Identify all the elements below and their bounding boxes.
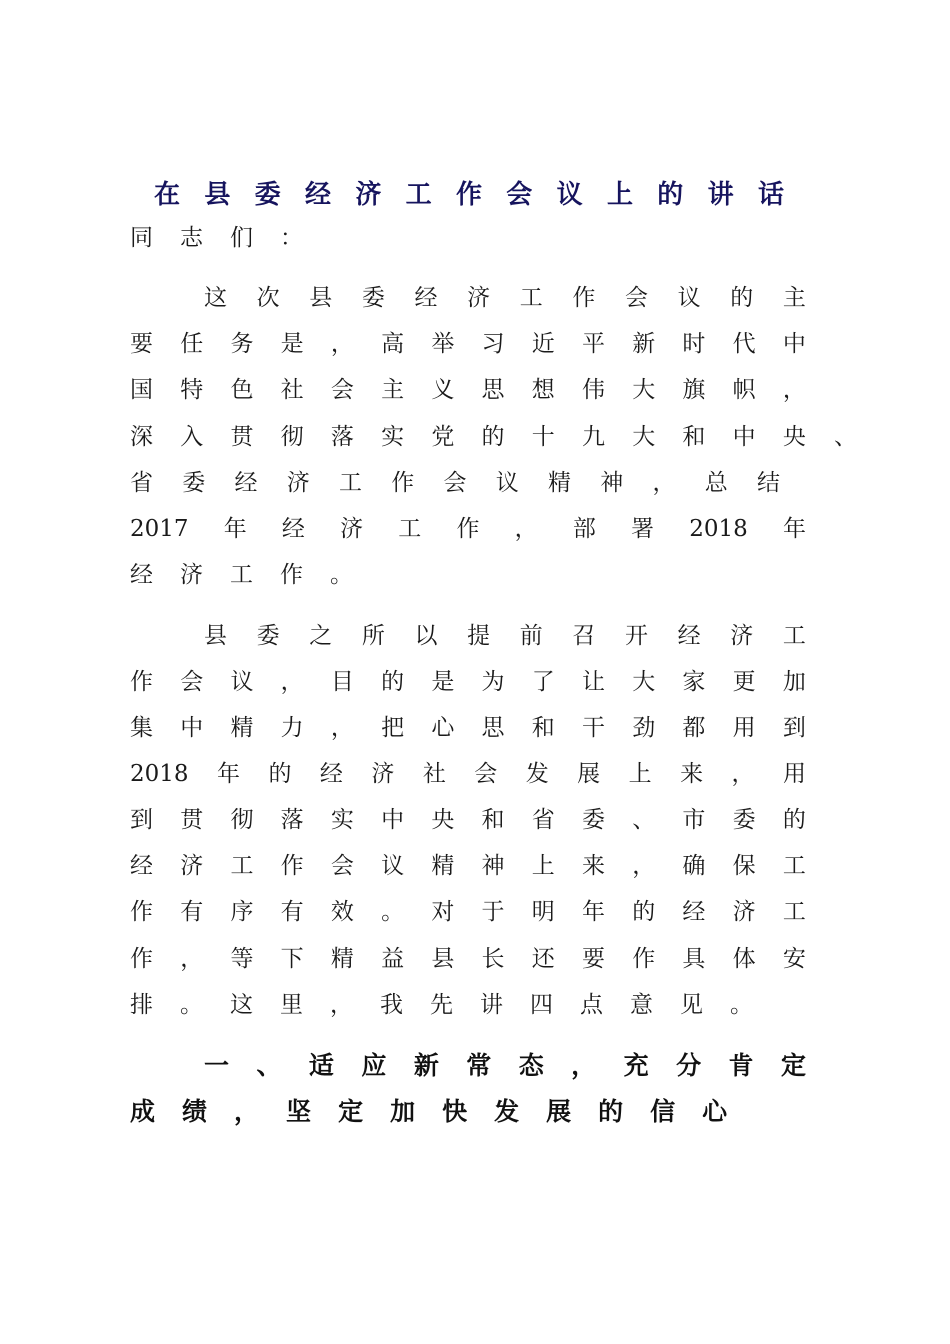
- heading-line: 成 绩 ， 坚 定 加 快 发 展 的 信 心: [130, 1097, 728, 1126]
- paragraph-line: 作 ， 等 下 精 益 县 长 还 要 作 具 体 安: [130, 946, 806, 972]
- paragraph-line: 2017 年 经 济 工 作 ， 部 署 2018 年: [130, 516, 806, 542]
- overflow-punctuation: 、: [834, 424, 857, 450]
- document-title: 在 县 委 经 济 工 作 会 议 上 的 讲 话: [154, 179, 784, 210]
- paragraph-line: 到 贯 彻 落 实 中 央 和 省 委 、 市 委 的: [130, 807, 806, 833]
- paragraph-line: 县 委 之 所 以 提 前 召 开 经 济 工: [204, 623, 806, 649]
- heading-line: 一 、 适 应 新 常 态 ， 充 分 肯 定: [204, 1051, 806, 1080]
- paragraph-line: 经 济 工 作 会 议 精 神 上 来 ， 确 保 工: [130, 853, 806, 879]
- paragraph-line: 国 特 色 社 会 主 义 思 想 伟 大 旗 帜 ，: [130, 377, 806, 403]
- paragraph-line: 这 次 县 委 经 济 工 作 会 议 的 主: [204, 285, 806, 311]
- paragraph-line: 2018 年 的 经 济 社 会 发 展 上 来 ， 用: [130, 761, 806, 787]
- paragraph-line: 深 入 贯 彻 落 实 党 的 十 九 大 和 中 央: [130, 424, 806, 450]
- paragraph-line: 排 。 这 里 ， 我 先 讲 四 点 意 见 。: [130, 992, 753, 1018]
- salutation: 同 志 们 ：: [130, 225, 303, 251]
- paragraph-line: 省 委 经 济 工 作 会 议 精 神 ， 总 结: [130, 470, 780, 496]
- paragraph-line: 要 任 务 是 ， 高 举 习 近 平 新 时 代 中: [130, 331, 806, 357]
- paragraph-line: 集 中 精 力 ， 把 心 思 和 干 劲 都 用 到: [130, 715, 806, 741]
- paragraph-line: 经 济 工 作 。: [130, 562, 353, 588]
- paragraph-line: 作 会 议 ， 目 的 是 为 了 让 大 家 更 加: [130, 669, 806, 695]
- paragraph-line: 作 有 序 有 效 。 对 于 明 年 的 经 济 工: [130, 899, 806, 925]
